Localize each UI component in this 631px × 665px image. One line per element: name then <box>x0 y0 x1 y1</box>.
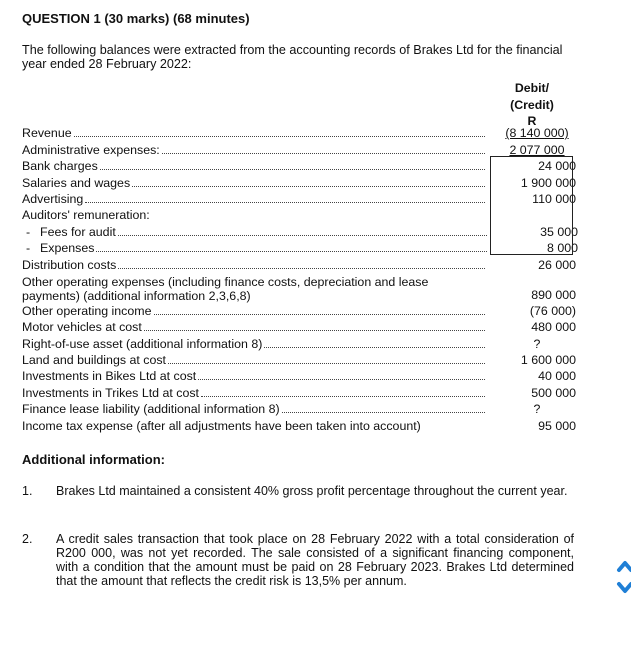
column-header-line2: (Credit) <box>510 97 554 112</box>
note-text: A credit sales transaction that took place on 28 February 2022 with a total consideration of R200 000, was not yet recorded. The sale consisted of a significant financing component, with a condition that the amount must be paid on 28 February 2023. Brakes Ltd determined that the amount that reflects the credit risk is 13,5% per annum. <box>56 532 574 588</box>
question-intro: The following balances were extracted from the accounting records of Brakes Ltd for the financial year ended 28 February 2022: <box>22 43 563 71</box>
bullet-marker: - <box>26 241 31 256</box>
balance-label: Fees for audit <box>40 224 116 239</box>
balance-label: Other operating income <box>22 303 152 318</box>
additional-info-heading: Additional information: <box>22 452 165 467</box>
balance-row-distribution <box>22 256 582 272</box>
balance-row-bank-charges <box>22 158 582 174</box>
balance-label: Right-of-use asset (additional information 8) <box>22 336 263 351</box>
balance-row-revenue <box>22 125 582 141</box>
balance-amount: 8 000 <box>546 241 578 256</box>
balance-amount: 95 000 <box>538 418 576 433</box>
balance-label: Distribution costs <box>22 257 117 272</box>
balance-label: Income tax expense (after all adjustments have been taken into account) <box>22 418 421 433</box>
balance-label: Auditors' remuneration: <box>22 208 150 223</box>
balance-row-auditors <box>22 207 582 223</box>
balance-label: Advertising <box>22 191 84 206</box>
balance-amount: 890 000 <box>531 287 576 302</box>
balance-amount: 26 000 <box>538 257 576 272</box>
note-item <box>22 484 574 498</box>
balance-amount: (76 000) <box>529 303 576 318</box>
balance-label: Salaries and wages <box>22 175 131 190</box>
note-number: 2. <box>22 532 33 546</box>
balance-label: Land and buildings at cost <box>22 353 166 368</box>
balance-label: Revenue <box>22 126 72 141</box>
balance-row-advertising <box>22 191 582 207</box>
balance-row-other-op-income <box>22 303 582 319</box>
balance-amount: (8 140 000) <box>505 126 569 141</box>
balance-row-audit-fees <box>22 223 582 239</box>
balance-amount: 110 000 <box>532 191 576 206</box>
question-title: QUESTION 1 (30 marks) (68 minutes) <box>22 11 250 26</box>
balance-amount: 2 077 000 <box>509 142 565 157</box>
balance-row-invest-bikes <box>22 368 582 384</box>
balance-row-other-op-expenses <box>22 273 582 303</box>
note-text: Brakes Ltd maintained a consistent 40% gross profit percentage throughout the current year. <box>56 484 568 498</box>
balance-row-right-of-use <box>22 335 582 351</box>
balance-label: Investments in Trikes Ltd at cost <box>22 385 199 400</box>
note-item <box>22 532 574 588</box>
balance-row-motor-vehicles <box>22 319 582 335</box>
balance-label: Investments in Bikes Ltd at cost <box>22 369 197 384</box>
balance-row-salaries <box>22 174 582 190</box>
balance-row-income-tax <box>22 417 582 433</box>
column-header <box>493 80 571 130</box>
balance-amount: ? <box>533 336 541 351</box>
column-header-line1: Debit/ <box>514 81 550 95</box>
page-nav-arrows[interactable] <box>612 552 631 602</box>
balance-label: Other operating expenses (including finance costs, depreciation and lease payments) (additional information 2,3,6,8) <box>22 274 429 303</box>
balance-label: Bank charges <box>22 159 98 174</box>
balance-row-invest-trikes <box>22 384 582 400</box>
balance-row-land-buildings <box>22 352 582 368</box>
note-number: 1. <box>22 484 33 498</box>
balance-amount: 35 000 <box>540 224 578 239</box>
column-header-line3: R <box>527 114 537 128</box>
balance-row-audit-expenses <box>22 240 582 256</box>
balance-amount: 500 000 <box>531 385 576 400</box>
balance-amount: 24 000 <box>538 159 576 174</box>
balance-amount: 1 600 000 <box>520 353 576 368</box>
balance-amount: ? <box>533 402 541 417</box>
balance-amount: 40 000 <box>538 369 576 384</box>
balance-label: Motor vehicles at cost <box>22 320 142 335</box>
chevron-up-icon[interactable] <box>619 563 631 570</box>
balance-amount: 480 000 <box>531 320 576 335</box>
balance-label: Administrative expenses: <box>22 142 160 157</box>
chevron-down-icon[interactable] <box>619 584 631 591</box>
balances-table <box>22 125 582 434</box>
balance-amount: 1 900 000 <box>520 175 576 190</box>
balance-label: Expenses <box>40 241 95 256</box>
balance-row-finance-lease <box>22 401 582 417</box>
balance-label: Finance lease liability (additional information 8) <box>22 402 280 417</box>
bullet-marker: - <box>26 224 31 239</box>
balance-row-admin-expenses <box>22 141 582 157</box>
